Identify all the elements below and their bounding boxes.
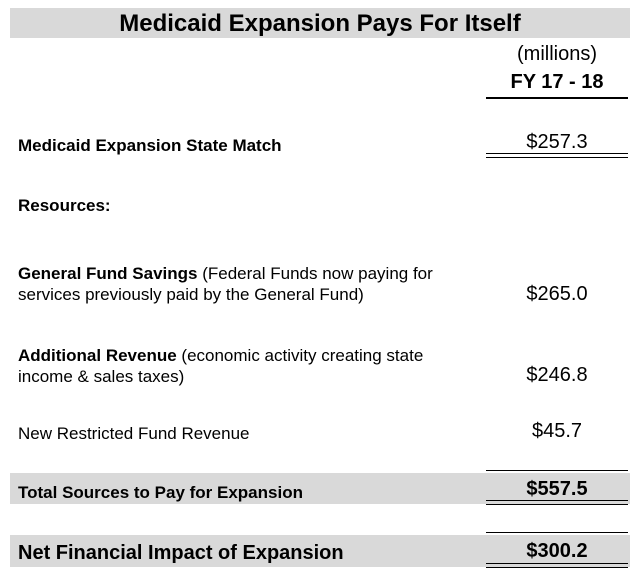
net-impact-label: Net Financial Impact of Expansion (18, 542, 344, 564)
fiscal-year-header: FY 17 - 18 (510, 71, 604, 93)
page-title: Medicaid Expansion Pays For Itself (10, 8, 630, 38)
general-fund-label (18, 263, 433, 305)
units-label: (millions) (517, 43, 597, 65)
state-match-double-underline (486, 153, 628, 158)
general-fund-value: $265.0 (526, 283, 588, 305)
restricted-fund-label: New Restricted Fund Revenue (18, 424, 250, 443)
additional-revenue-value: $246.8 (526, 364, 588, 386)
resources-heading: Resources: (18, 196, 111, 215)
general-fund-label-line2: services previously paid by the General Fund) (18, 285, 364, 304)
total-sources-value: $557.5 (526, 478, 588, 500)
additional-revenue-label-bold: Additional Revenue (18, 346, 177, 365)
additional-revenue-label (18, 345, 423, 387)
state-match-label: Medicaid Expansion State Match (18, 136, 282, 155)
total-sources-label: Total Sources to Pay for Expansion (18, 483, 303, 502)
net-impact-value: $300.2 (526, 540, 588, 562)
general-fund-label-rest: (Federal Funds now paying for (197, 264, 433, 283)
total-sources-topline (486, 470, 628, 471)
header-underline (486, 97, 628, 99)
additional-revenue-label-rest: (economic activity creating state (176, 346, 424, 365)
restricted-fund-value: $45.7 (531, 420, 583, 442)
net-impact-double-underline (486, 563, 628, 568)
additional-revenue-label-line2: income & sales taxes) (18, 367, 185, 386)
net-impact-topline (486, 532, 628, 533)
state-match-value: $257.3 (526, 131, 588, 153)
total-sources-double-underline (486, 500, 628, 505)
general-fund-label-bold: General Fund Savings (18, 264, 198, 283)
